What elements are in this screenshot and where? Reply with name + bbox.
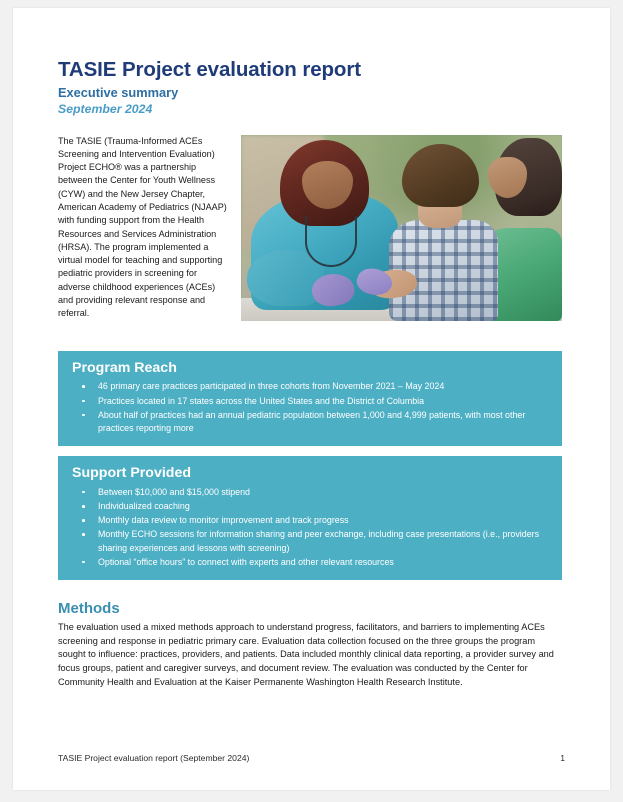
list-item: Monthly data review to monitor improvement and track progress: [72, 514, 548, 527]
list-item: Optional “office hours” to connect with experts and other relevant resources: [72, 556, 548, 569]
header-photo: [241, 135, 562, 321]
support-provided-list: [72, 486, 548, 569]
footer-title: TASIE Project evaluation report (September 2024): [58, 753, 250, 763]
list-item: Individualized coaching: [72, 500, 548, 513]
program-reach-list: [72, 380, 548, 435]
document-date: September 2024: [58, 101, 153, 116]
list-item: Monthly ECHO sessions for information sharing and peer exchange, including case presentations (i.e., providers sharing experiences and lessons with screening): [72, 528, 548, 554]
page-footer: [58, 753, 565, 763]
document-subtitle: Executive summary: [58, 84, 179, 100]
methods-section: [58, 600, 562, 690]
page-content: [58, 58, 562, 690]
list-item: Between $10,000 and $15,000 stipend: [72, 486, 548, 499]
intro-section: [58, 135, 562, 321]
program-reach-heading: Program Reach: [72, 359, 177, 376]
intro-text-column: [58, 135, 228, 321]
list-item: 46 primary care practices participated in three cohorts from November 2021 – May 2024: [72, 380, 548, 393]
list-item: About half of practices had an annual pediatric population between 1,000 and 4,999 patients, with most other practices reporting more: [72, 409, 548, 435]
methods-heading: Methods: [58, 599, 120, 617]
photo-child-hair: [402, 144, 479, 207]
page-title: TASIE Project evaluation report: [58, 58, 361, 81]
support-provided-callout: [58, 456, 562, 580]
methods-paragraph: The evaluation used a mixed methods approach to understand progress, facilitators, and barriers to implementing ACEs screening and response in pediatric primary care. Evaluation data collection focused on the three groups the program sought to influence: practices, providers, and patients. Data included monthly clinical data reporting, a provider survey and focus groups, patient and caregiver surveys, and document review. The evaluation was conducted by the Center for Community Health and Evaluation at the Kaiser Permanente Washington Health Research Institute.: [58, 621, 554, 688]
photo-canvas: [241, 135, 562, 321]
support-provided-heading: Support Provided: [72, 465, 192, 482]
footer-page-number: 1: [560, 753, 565, 763]
list-item: Practices located in 17 states across the United States and the District of Columbia: [72, 395, 548, 408]
photo-stethoscope: [305, 216, 357, 266]
program-reach-callout: [58, 351, 562, 446]
document-page: [13, 8, 610, 790]
intro-paragraph: The TASIE (Trauma-Informed ACEs Screening and Intervention Evaluation) Project ECHO® was a partnership between the Center for Youth Wellness (CYW) and the New Jersey Chapter, American Academy of Pediatrics (NJAAP) with funding support from the Health Resources and Services Administration (HRSA). The program implemented a virtual model for teaching and supporting pediatric providers in screening for adverse childhood experiences (ACEs) and providing relevant response and referral.: [58, 135, 227, 319]
